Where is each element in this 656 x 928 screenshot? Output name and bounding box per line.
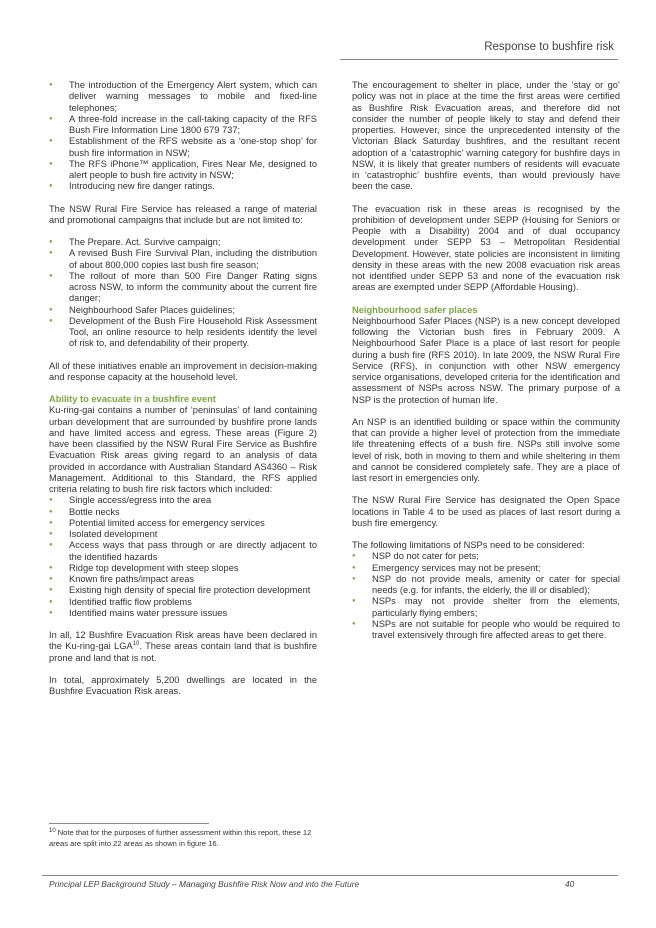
paragraph-text: In all, 12 Bushfire Evacuation Risk areas have been declared in the Ku-ring-gai LGA bbox=[49, 630, 317, 652]
left-column bbox=[49, 80, 317, 708]
section-heading-nsp: Neighbourhood safer places bbox=[352, 304, 478, 315]
footer-title: Principal LEP Background Study – Managing Bushfire Risk Now and into the Future bbox=[49, 879, 360, 889]
list-item: ● Potential limited access for emergency services bbox=[49, 518, 317, 529]
paragraph-text: . These areas contain land that is bushfire prone and land that is not. bbox=[49, 641, 317, 663]
list-item: ● NSP do not cater for pets; bbox=[352, 551, 620, 562]
nsp-limitations-list bbox=[352, 551, 620, 641]
paragraph: The NSW Rural Fire Service has designated the Open Space locations in Table 4 to be used as places of last resort during a bush fire emergency. bbox=[352, 495, 620, 528]
list-item: ● Identified mains water pressure issues bbox=[49, 608, 317, 619]
list-item: ● A revised Bush Fire Survival Plan, including the distribution of about 800,000 copies last bush fire season; bbox=[49, 248, 317, 271]
paragraph: Ku-ring-gai contains a number of ‘peninsulas’ of land containing urban development that are surrounded by bushfire prone lands and have limited access and egress. These areas (Figure 2) have been classified by the NSW Rural Fire Service as Bushfire Evacuation Risk areas giving regard to an analysis of data provided in accordance with Australian Standard AS4360 – Risk Management. Additional to this Standard, the RFS applied criteria relating to bush fire risk factors which included: bbox=[49, 405, 317, 494]
list-item: ● Bottle necks bbox=[49, 507, 317, 518]
footnote-divider bbox=[49, 823, 209, 824]
section-heading-evacuate: Ability to evacuate in a bushfire event bbox=[49, 394, 216, 404]
footnote-number: 10 bbox=[49, 828, 56, 834]
risk-factors-list bbox=[49, 495, 317, 619]
list-item: ● Establishment of the RFS website as a ‘one-stop shop’ for bush fire information in NSW; bbox=[49, 136, 317, 159]
list-item: ● Neighbourhood Safer Places guidelines; bbox=[49, 305, 317, 316]
footnote bbox=[49, 826, 317, 849]
list-item: ● Emergency services may not be present; bbox=[352, 563, 620, 574]
list-item: ● Introducing new fire danger ratings. bbox=[49, 181, 317, 192]
list-item: ● NSPs may not provide shelter from the elements, particularly flying embers; bbox=[352, 596, 620, 619]
alert-initiatives-list bbox=[49, 80, 317, 193]
right-column bbox=[352, 80, 620, 652]
footnote-text: Note that for the purposes of further assessment within this report, these 12 areas are split into 22 areas as shown in figure 16. bbox=[49, 828, 312, 848]
footer-divider bbox=[42, 875, 618, 876]
paragraph: The following limitations of NSPs need to be considered: bbox=[352, 540, 585, 550]
paragraph: Neighbourhood Safer Places (NSP) is a new concept developed following the Victorian bush fires in February 2009. A Neighbourhood Safer Place is a place of last resort for people during a bush fire (RFS 2010). In late 2009, the NSW Rural Fire Service (RFS), in conjunction with other NSW emergency service organisations, developed criteria for the identification and assessment of NSPs across NSW. The primary purpose of a NSP is the protection of human life. bbox=[352, 315, 620, 405]
paragraph: An NSP is an identified building or space within the community that can provide a higher level of protection from the immediate life threatening effects of a bush fire. NSPs still involve some level of risk, both in moving to them and while sheltering in them and cannot be considered completely safe. They are a place of last resort in emergencies only. bbox=[352, 416, 620, 483]
list-item: ● Existing high density of special fire protection development bbox=[49, 585, 317, 596]
page-header-title: Response to bushfire risk bbox=[484, 41, 614, 53]
paragraph: The encouragement to shelter in place, under the ‘stay or go’ policy was not in place at the time the first areas were certified as Bushfire Risk Evacuation areas, and therefore did not consider the number of people likely to stay and defend their properties. However, since the unprecedented intensity of the Victorian Black Saturday bushfires, and the resultant recent adoption of a ‘catastrophic’ warning category for bushfire days in NSW, it is likely that greater numbers of residents will evacuate in ‘catastrophic’ bushfire events, than would previously have been the case. bbox=[352, 80, 620, 192]
list-item: ● The introduction of the Emergency Alert system, which can deliver warning messages to mobile and fixed-line telephones; bbox=[49, 80, 317, 114]
list-item: ● Ridge top development with steep slopes bbox=[49, 563, 317, 574]
list-item: ● The Prepare. Act. Survive campaign; bbox=[49, 237, 317, 248]
footnote-reference: 10 bbox=[132, 641, 140, 648]
list-item: ● Access ways that pass through or are directly adjacent to the identified hazards bbox=[49, 540, 317, 563]
list-item: ● Known fire paths/impact areas bbox=[49, 574, 317, 585]
list-item: ● A three-fold increase in the call-taking capacity of the RFS Bush Fire Information Line 1800 679 737; bbox=[49, 114, 317, 137]
list-item: ● Single access/egress into the area bbox=[49, 495, 317, 506]
paragraph: In total, approximately 5,200 dwellings are located in the Bushfire Evacuation Risk areas. bbox=[49, 674, 317, 696]
list-item: ● Development of the Bush Fire Household Risk Assessment Tool, an online resource to help residents identify the level of risk to, and defendability of their property. bbox=[49, 316, 317, 350]
page-number: 40 bbox=[565, 879, 575, 889]
paragraph: The NSW Rural Fire Service has released a range of material and promotional campaigns that include but are not limited to: bbox=[49, 203, 317, 225]
header-divider bbox=[340, 59, 618, 60]
list-item: ● The RFS iPhone™ application, Fires Near Me, designed to alert people to bush fire activity in NSW; bbox=[49, 159, 317, 182]
list-item: ● Identified traffic flow problems bbox=[49, 597, 317, 608]
list-item: ● The rollout of more than 500 Fire Danger Rating signs across NSW, to inform the community about the current fire danger; bbox=[49, 271, 317, 305]
paragraph: The evacuation risk in these areas is recognised by the prohibition of development under SEPP (Housing for Seniors or People with a Disability) 2004 and of dual occupancy development under SEPP 53 – Metropolitan Residential Development. However, state policies are inconsistent in limiting density in these areas with the new 2008 evacuation risk areas not identified under SEPP 53 and none of the evacuation risk areas are exempted under SEPP (Affordable Housing). bbox=[352, 203, 620, 293]
paragraph: All of these initiatives enable an improvement in decision-making and response capacity at the household level. bbox=[49, 360, 317, 382]
paragraph bbox=[49, 630, 317, 664]
campaigns-list bbox=[49, 237, 317, 350]
list-item: ● NSPs are not suitable for people who would be required to travel extensively through fire affected areas to get there. bbox=[352, 619, 620, 642]
list-item: ● NSP do not provide meals, amenity or cater for special needs (e.g. for infants, the elderly, the ill or disabled); bbox=[352, 574, 620, 597]
list-item: ● Isolated development bbox=[49, 529, 317, 540]
